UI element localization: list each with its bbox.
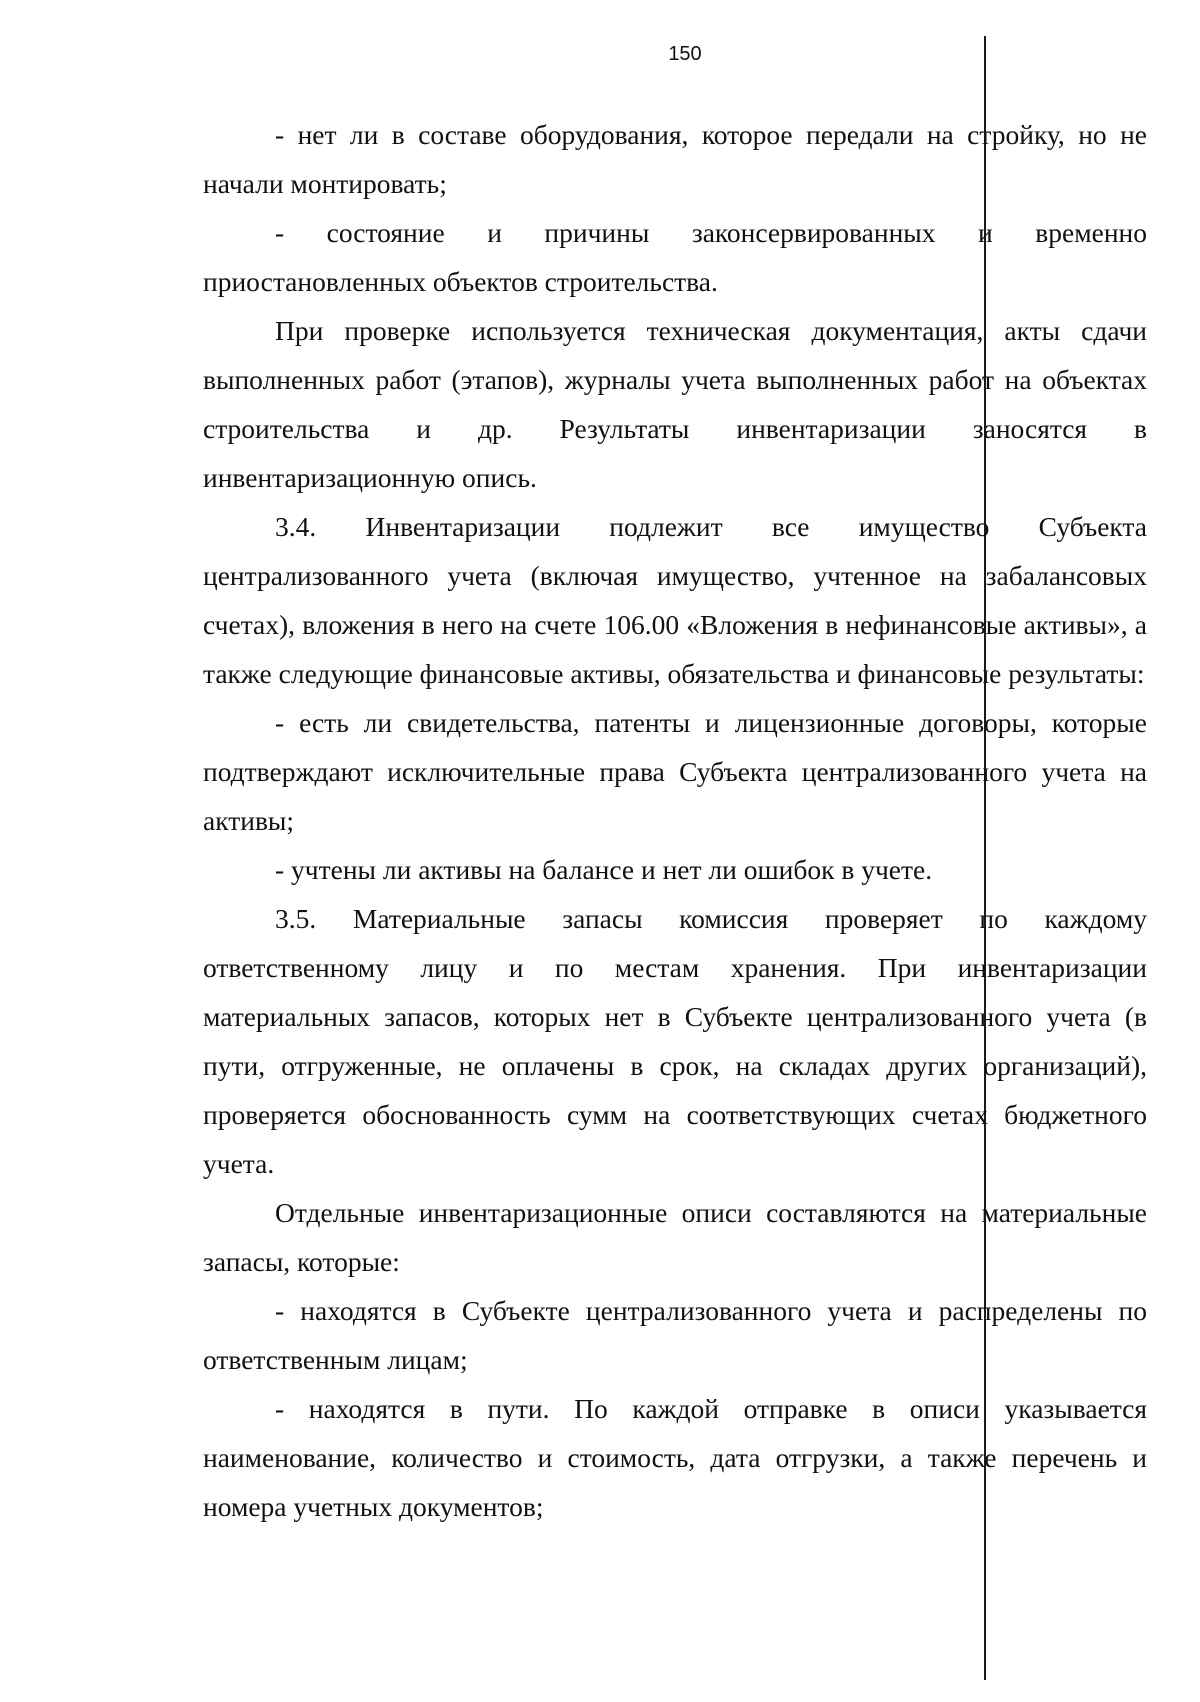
paragraph-balance-errors: - учтены ли активы на балансе и нет ли ошибок в учете. (275, 854, 933, 885)
page-number: 150 (668, 43, 702, 65)
paragraph-distributed-to-persons: - находятся в Субъекте централизованного учета и распределены по ответственным лицам; (203, 1295, 1147, 1375)
paragraph-separate-inventories: Отдельные инвентаризационные описи составляются на материальные запасы, которые: (203, 1197, 1147, 1277)
paragraph-section-3-4: 3.4. Инвентаризации подлежит все имущество Субъекта централизованного учета (включая имущество, учтенное на забалансовых счетах), вложения в него на счете 106.00 «Вложения в нефинансовые активы», а также следующие финансовые активы, обязательства и финансовые результаты: (203, 511, 1147, 689)
document-body (203, 110, 1147, 1531)
paragraph-inspection-documents: При проверке используется техническая документация, акты сдачи выполненных работ (этапов), журналы учета выполненных работ на объектах строительства и др. Результаты инвентаризации заносятся в инвентаризационную опись. (203, 315, 1147, 493)
paragraph-equipment-not-installed: - нет ли в составе оборудования, которое передали на стройку, но не начали монтировать; (203, 119, 1147, 199)
paragraph-certificates-patents: - есть ли свидетельства, патенты и лицензионные договоры, которые подтверждают исключительные права Субъекта централизованного учета на активы; (203, 707, 1147, 836)
paragraph-mothballed-objects: - состояние и причины законсервированных и временно приостановленных объектов строительства. (203, 217, 1147, 297)
paragraph-in-transit: - находятся в пути. По каждой отправке в описи указывается наименование, количество и стоимость, дата отгрузки, а также перечень и номера учетных документов; (203, 1393, 1147, 1522)
paragraph-section-3-5: 3.5. Материальные запасы комиссия проверяет по каждому ответственному лицу и по местам хранения. При инвентаризации материальных запасов, которых нет в Субъекте централизованного учета (в пути, отгруженные, не оплачены в срок, на складах других организаций), проверяется обоснованность сумм на соответствующих счетах бюджетного учета. (203, 903, 1147, 1179)
